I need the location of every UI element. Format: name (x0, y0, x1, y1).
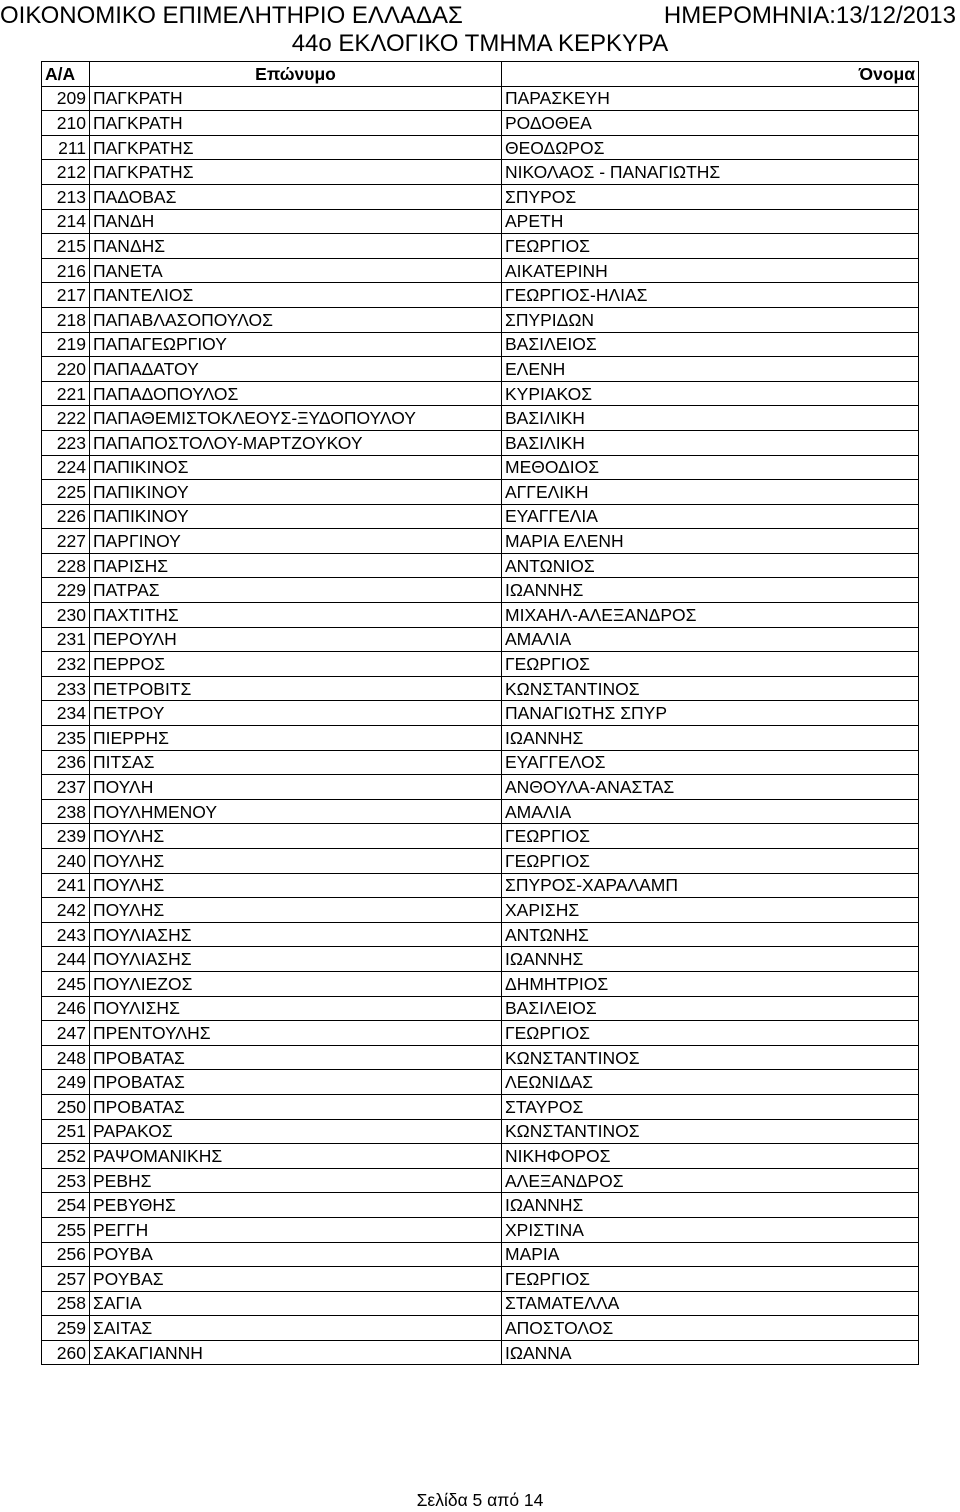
row-surname: ΠΡΟΒΑΤΑΣ (90, 1070, 502, 1095)
table-row (42, 947, 919, 972)
row-surname: ΠΑΝΕΤΑ (90, 258, 502, 283)
row-number: 255 (42, 1217, 90, 1242)
row-surname: ΠΙΤΣΑΣ (90, 750, 502, 775)
row-name: ΚΩΝΣΤΑΝΤΙΝΟΣ (502, 1119, 919, 1144)
row-surname: ΠΟΥΛΙΑΣΗΣ (90, 947, 502, 972)
row-surname: ΠΑΡΙΣΗΣ (90, 553, 502, 578)
table-row (42, 406, 919, 431)
row-number: 244 (42, 947, 90, 972)
table-row (42, 553, 919, 578)
row-number: 242 (42, 898, 90, 923)
row-name: ΜΑΡΙΑ ΕΛΕΝΗ (502, 529, 919, 554)
row-number: 258 (42, 1291, 90, 1316)
row-name: ΣΤΑΥΡΟΣ (502, 1094, 919, 1119)
row-surname: ΡΑΨΟΜΑΝΙΚΗΣ (90, 1144, 502, 1169)
row-name: ΙΩΑΝΝΗΣ (502, 947, 919, 972)
table-row (42, 922, 919, 947)
table-row (42, 455, 919, 480)
row-number: 253 (42, 1168, 90, 1193)
table-row (42, 1340, 919, 1365)
table-row (42, 726, 919, 751)
column-header-number: Α/Α (42, 62, 90, 87)
table-row (42, 1119, 919, 1144)
row-name: ΝΙΚΟΛΑΟΣ - ΠΑΝΑΓΙΩΤΗΣ (502, 160, 919, 185)
row-surname: ΣΑΙΤΑΣ (90, 1316, 502, 1341)
row-surname: ΠΑΠΑΘΕΜΙΣΤΟΚΛΕΟΥΣ-ΞΥΔΟΠΟΥΛΟΥ (90, 406, 502, 431)
row-surname: ΠΟΥΛΗ (90, 775, 502, 800)
table-row (42, 1193, 919, 1218)
row-name: ΑΓΓΕΛΙΚΗ (502, 480, 919, 505)
row-surname: ΠΑΠΑΠΟΣΤΟΛΟΥ-ΜΑΡΤΖΟΥΚΟΥ (90, 430, 502, 455)
row-name: ΕΥΑΓΓΕΛΟΣ (502, 750, 919, 775)
table-row (42, 1267, 919, 1292)
row-number: 257 (42, 1267, 90, 1292)
row-number: 223 (42, 430, 90, 455)
row-surname: ΠΟΥΛΗΣ (90, 824, 502, 849)
table-row (42, 652, 919, 677)
row-name: ΡΟΔΟΘΕΑ (502, 111, 919, 136)
row-name: ΣΠΥΡΟΣ-ΧΑΡΑΛΑΜΠ (502, 873, 919, 898)
row-number: 218 (42, 307, 90, 332)
table-row (42, 86, 919, 111)
row-name: ΒΑΣΙΛΕΙΟΣ (502, 332, 919, 357)
table-row (42, 160, 919, 185)
document-header (0, 0, 960, 32)
row-name: ΣΠΥΡΙΔΩΝ (502, 307, 919, 332)
table-row (42, 307, 919, 332)
row-surname: ΠΑΡΓΙΝΟΥ (90, 529, 502, 554)
row-surname: ΠΕΡΟΥΛΗ (90, 627, 502, 652)
row-surname: ΡΕΓΓΗ (90, 1217, 502, 1242)
organization-title: ΟΙΚΟΝΟΜΙΚΟ ΕΠΙΜΕΛΗΤΗΡΙΟ ΕΛΛΑΔΑΣ (0, 2, 463, 29)
table-row (42, 111, 919, 136)
page-number: Σελίδα 5 από 14 (416, 1490, 544, 1510)
row-name: ΔΗΜΗΤΡΙΟΣ (502, 971, 919, 996)
row-number: 259 (42, 1316, 90, 1341)
row-number: 238 (42, 799, 90, 824)
row-name: ΓΕΩΡΓΙΟΣ (502, 234, 919, 259)
table-row (42, 898, 919, 923)
row-name: ΒΑΣΙΛΕΙΟΣ (502, 996, 919, 1021)
row-number: 227 (42, 529, 90, 554)
row-surname: ΠΟΥΛΗΜΕΝΟΥ (90, 799, 502, 824)
row-surname: ΠΑΓΚΡΑΤΗΣ (90, 160, 502, 185)
row-surname: ΠΡΟΒΑΤΑΣ (90, 1045, 502, 1070)
row-name: ΑΠΟΣΤΟΛΟΣ (502, 1316, 919, 1341)
table-row (42, 283, 919, 308)
table-row (42, 234, 919, 259)
table-body (42, 86, 919, 1365)
column-header-name: Όνομα (502, 62, 919, 87)
row-name: ΒΑΣΙΛΙΚΗ (502, 430, 919, 455)
table-row (42, 701, 919, 726)
row-name: ΛΕΩΝΙΔΑΣ (502, 1070, 919, 1095)
table-row (42, 258, 919, 283)
row-number: 252 (42, 1144, 90, 1169)
row-number: 250 (42, 1094, 90, 1119)
row-name: ΜΙΧΑΗΛ-ΑΛΕΞΑΝΔΡΟΣ (502, 603, 919, 628)
table-header-row (42, 62, 919, 87)
table-row (42, 873, 919, 898)
row-number: 221 (42, 381, 90, 406)
row-surname: ΠΑΔΟΒΑΣ (90, 184, 502, 209)
row-surname: ΠΑΝΤΕΛΙΟΣ (90, 283, 502, 308)
row-number: 216 (42, 258, 90, 283)
table-row (42, 578, 919, 603)
row-name: ΜΕΘΟΔΙΟΣ (502, 455, 919, 480)
row-number: 224 (42, 455, 90, 480)
row-number: 229 (42, 578, 90, 603)
row-name: ΓΕΩΡΓΙΟΣ (502, 652, 919, 677)
row-name: ΓΕΩΡΓΙΟΣ-ΗΛΙΑΣ (502, 283, 919, 308)
table-row (42, 750, 919, 775)
row-name: ΓΕΩΡΓΙΟΣ (502, 824, 919, 849)
voter-table (41, 61, 919, 1365)
row-surname: ΠΑΠΙΚΙΝΟΥ (90, 480, 502, 505)
row-surname: ΡΕΒΥΘΗΣ (90, 1193, 502, 1218)
table-row (42, 381, 919, 406)
row-name: ΧΡΙΣΤΙΝΑ (502, 1217, 919, 1242)
row-name: ΧΑΡΙΣΗΣ (502, 898, 919, 923)
row-name: ΙΩΑΝΝΗΣ (502, 1193, 919, 1218)
row-number: 211 (42, 135, 90, 160)
table-row (42, 1144, 919, 1169)
row-name: ΙΩΑΝΝΑ (502, 1340, 919, 1365)
table-row (42, 1045, 919, 1070)
row-number: 251 (42, 1119, 90, 1144)
row-surname: ΠΑΓΚΡΑΤΗΣ (90, 135, 502, 160)
row-number: 212 (42, 160, 90, 185)
row-name: ΒΑΣΙΛΙΚΗ (502, 406, 919, 431)
row-surname: ΠΟΥΛΙΣΗΣ (90, 996, 502, 1021)
row-surname: ΡΟΥΒΑ (90, 1242, 502, 1267)
row-number: 230 (42, 603, 90, 628)
row-surname: ΠΟΥΛΙΑΣΗΣ (90, 922, 502, 947)
row-name: ΚΥΡΙΑΚΟΣ (502, 381, 919, 406)
table-row (42, 1094, 919, 1119)
row-surname: ΠΕΤΡΟΥ (90, 701, 502, 726)
table-row (42, 1168, 919, 1193)
row-number: 237 (42, 775, 90, 800)
table-row (42, 332, 919, 357)
table-row (42, 676, 919, 701)
row-number: 209 (42, 86, 90, 111)
row-surname: ΠΟΥΛΗΣ (90, 898, 502, 923)
table-row (42, 849, 919, 874)
row-number: 219 (42, 332, 90, 357)
row-number: 243 (42, 922, 90, 947)
row-number: 239 (42, 824, 90, 849)
row-name: ΑΜΑΛΙΑ (502, 799, 919, 824)
row-surname: ΠΑΝΔΗΣ (90, 234, 502, 259)
row-name: ΕΥΑΓΓΕΛΙΑ (502, 504, 919, 529)
row-name: ΓΕΩΡΓΙΟΣ (502, 1021, 919, 1046)
row-name: ΠΑΝΑΓΙΩΤΗΣ ΣΠΥΡ (502, 701, 919, 726)
table-row (42, 209, 919, 234)
table-row (42, 824, 919, 849)
row-surname: ΠΑΧΤΙΤΗΣ (90, 603, 502, 628)
row-surname: ΡΕΒΗΣ (90, 1168, 502, 1193)
row-number: 247 (42, 1021, 90, 1046)
row-surname: ΣΑΓΙΑ (90, 1291, 502, 1316)
row-surname: ΠΑΠΑΔΑΤΟΥ (90, 357, 502, 382)
row-surname: ΠΕΡΡΟΣ (90, 652, 502, 677)
table-row (42, 1242, 919, 1267)
row-surname: ΠΟΥΛΗΣ (90, 873, 502, 898)
table-row (42, 1316, 919, 1341)
row-number: 234 (42, 701, 90, 726)
document-date: ΗΜΕΡΟΜΗΝΙΑ:13/12/2013 (663, 2, 956, 29)
row-number: 249 (42, 1070, 90, 1095)
table-row (42, 504, 919, 529)
row-surname: ΡΟΥΒΑΣ (90, 1267, 502, 1292)
row-surname: ΠΑΠΑΓΕΩΡΓΙΟΥ (90, 332, 502, 357)
row-name: ΘΕΟΔΩΡΟΣ (502, 135, 919, 160)
row-name: ΑΛΕΞΑΝΔΡΟΣ (502, 1168, 919, 1193)
row-name: ΑΝΘΟΥΛΑ-ΑΝΑΣΤΑΣ (502, 775, 919, 800)
row-surname: ΠΟΥΛΙΕΖΟΣ (90, 971, 502, 996)
row-name: ΣΤΑΜΑΤΕΛΛΑ (502, 1291, 919, 1316)
row-surname: ΠΑΠΙΚΙΝΟΥ (90, 504, 502, 529)
row-number: 215 (42, 234, 90, 259)
row-number: 228 (42, 553, 90, 578)
row-number: 240 (42, 849, 90, 874)
row-name: ΠΑΡΑΣΚΕΥΗ (502, 86, 919, 111)
column-header-surname: Επώνυμο (90, 62, 502, 87)
row-surname: ΠΑΤΡΑΣ (90, 578, 502, 603)
row-name: ΕΛΕΝΗ (502, 357, 919, 382)
row-name: ΙΩΑΝΝΗΣ (502, 726, 919, 751)
row-name: ΓΕΩΡΓΙΟΣ (502, 1267, 919, 1292)
row-number: 236 (42, 750, 90, 775)
row-number: 220 (42, 357, 90, 382)
row-number: 254 (42, 1193, 90, 1218)
section-title: 44ο ΕΚΛΟΓΙΚΟ ΤΜΗΜΑ ΚΕΡΚΥΡΑ (291, 30, 669, 57)
row-surname: ΠΑΝΔΗ (90, 209, 502, 234)
row-surname: ΠΡΟΒΑΤΑΣ (90, 1094, 502, 1119)
table-row (42, 775, 919, 800)
row-number: 231 (42, 627, 90, 652)
row-surname: ΡΑΡΑΚΟΣ (90, 1119, 502, 1144)
row-name: ΣΠΥΡΟΣ (502, 184, 919, 209)
row-name: ΑΡΕΤΗ (502, 209, 919, 234)
table-row (42, 529, 919, 554)
table-row (42, 996, 919, 1021)
row-number: 210 (42, 111, 90, 136)
row-number: 235 (42, 726, 90, 751)
table-row (42, 603, 919, 628)
row-number: 225 (42, 480, 90, 505)
row-name: ΚΩΝΣΤΑΝΤΙΝΟΣ (502, 676, 919, 701)
row-number: 256 (42, 1242, 90, 1267)
table-row (42, 430, 919, 455)
row-surname: ΠΑΓΚΡΑΤΗ (90, 111, 502, 136)
table-row (42, 627, 919, 652)
row-surname: ΠΙΕΡΡΗΣ (90, 726, 502, 751)
row-name: ΑΙΚΑΤΕΡΙΝΗ (502, 258, 919, 283)
table-row (42, 184, 919, 209)
row-number: 260 (42, 1340, 90, 1365)
row-number: 214 (42, 209, 90, 234)
row-surname: ΠΑΓΚΡΑΤΗ (90, 86, 502, 111)
row-number: 246 (42, 996, 90, 1021)
table-row (42, 1291, 919, 1316)
row-name: ΜΑΡΙΑ (502, 1242, 919, 1267)
row-surname: ΣΑΚΑΓΙΑΝΝΗ (90, 1340, 502, 1365)
table-row (42, 357, 919, 382)
table-row (42, 1070, 919, 1095)
row-number: 245 (42, 971, 90, 996)
table-row (42, 971, 919, 996)
table-row (42, 799, 919, 824)
table-row (42, 135, 919, 160)
row-surname: ΠΟΥΛΗΣ (90, 849, 502, 874)
row-surname: ΠΑΠΑΔΟΠΟΥΛΟΣ (90, 381, 502, 406)
row-number: 226 (42, 504, 90, 529)
row-surname: ΠΑΠΙΚΙΝΟΣ (90, 455, 502, 480)
row-number: 248 (42, 1045, 90, 1070)
table-row (42, 480, 919, 505)
row-name: ΑΝΤΩΝΗΣ (502, 922, 919, 947)
row-number: 217 (42, 283, 90, 308)
row-name: ΓΕΩΡΓΙΟΣ (502, 849, 919, 874)
row-name: ΚΩΝΣΤΑΝΤΙΝΟΣ (502, 1045, 919, 1070)
row-number: 241 (42, 873, 90, 898)
row-name: ΑΝΤΩΝΙΟΣ (502, 553, 919, 578)
table-row (42, 1021, 919, 1046)
row-number: 222 (42, 406, 90, 431)
row-number: 213 (42, 184, 90, 209)
row-name: ΙΩΑΝΝΗΣ (502, 578, 919, 603)
table-row (42, 1217, 919, 1242)
row-number: 232 (42, 652, 90, 677)
row-surname: ΠΡΕΝΤΟΥΛΗΣ (90, 1021, 502, 1046)
row-number: 233 (42, 676, 90, 701)
row-surname: ΠΕΤΡΟΒΙΤΣ (90, 676, 502, 701)
row-name: ΑΜΑΛΙΑ (502, 627, 919, 652)
row-surname: ΠΑΠΑΒΛΑΣΟΠΟΥΛΟΣ (90, 307, 502, 332)
row-name: ΝΙΚΗΦΟΡΟΣ (502, 1144, 919, 1169)
